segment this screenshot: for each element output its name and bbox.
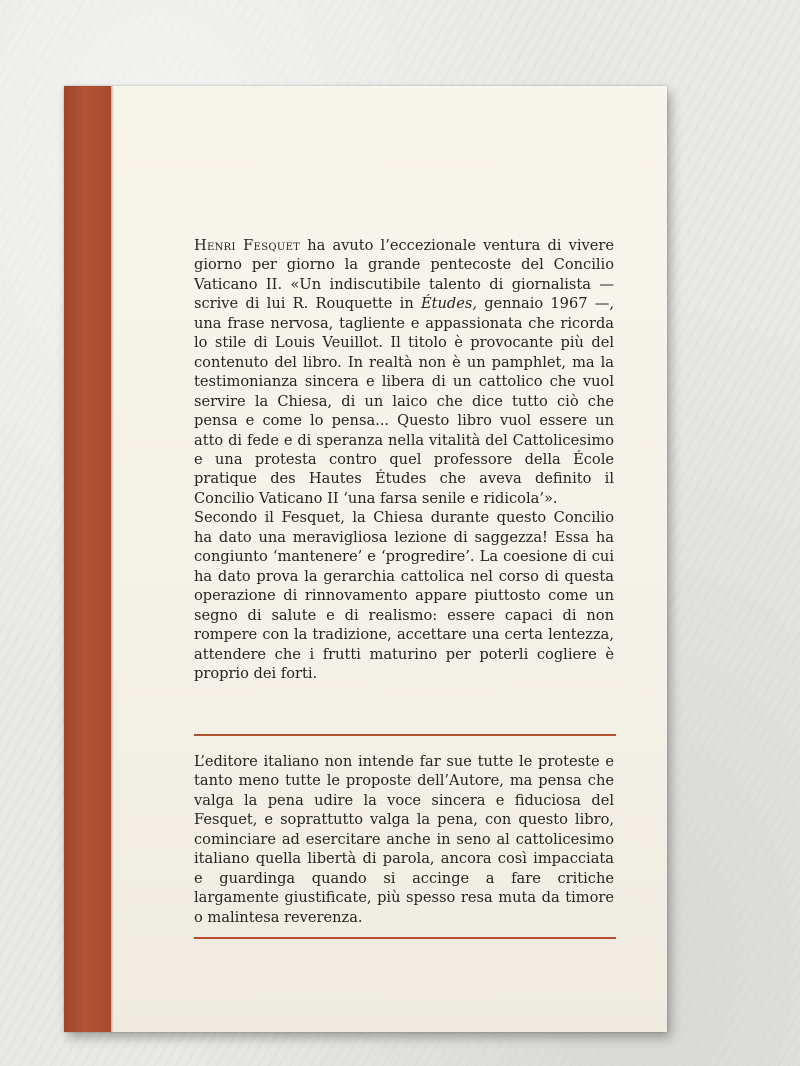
- divider-top: [194, 734, 616, 736]
- blurb-paragraph-1-end: gennaio 1967 —, una frase nervosa, tagliente e appassionata che ricorda lo stile di Louis Veuillot. Il titolo è provocante più del contenuto del libro. In realtà non è un pamphlet, ma la testimonianza sincera e libera di un cattolico che vuol servire la Chiesa, di un laico che dice tutto ciò che pensa e come lo pensa... Questo libro vuol essere un atto di fede e di speranza nella vitalità del Cattolicesimo e una protesta contro quel professore della École pratique des Hautes Études che aveva definito il Concilio Vaticano II ‘una farsa senile e ridicola’».: [194, 295, 614, 507]
- author-name: Henri Fesquet: [194, 237, 301, 254]
- divider-bottom: [194, 937, 616, 939]
- book-spine: [64, 86, 111, 1032]
- blurb-text: [194, 236, 614, 683]
- journal-title: Études,: [420, 295, 477, 313]
- blurb-paragraph-1-body: ha avuto l’eccezionale ventura di vivere giorno per giorno la grande pentecoste del Concilio Vaticano II. «Un indiscutibile talento di giornalista — scrive di lui R. Rouquette in: [194, 237, 614, 313]
- blurb-paragraph-1: [194, 236, 614, 508]
- cover-page: [114, 86, 667, 1032]
- editor-note: L’editore italiano non intende far sue tutte le proteste e tanto meno tutte le proposte dell’Autore, ma pensa che valga la pena udire la voce sincera e fiduciosa del Fesquet, e soprattutto valga la pena, con questo libro, cominciare ad esercitare anche in seno al cattolicesimo italiano quella libertà di parola, ancora così impacciata e guardinga quando si accinge a fare critiche largamente giustificate, più spesso resa muta da timore o malintesa reverenza.: [194, 753, 614, 926]
- book-back-cover: [64, 86, 667, 1032]
- blurb-paragraph-2: Secondo il Fesquet, la Chiesa durante questo Concilio ha dato una meravigliosa lezione di saggezza! Essa ha congiunto ‘mantenere’ e ‘progredire’. La coesione di cui ha dato prova la gerarchia cattolica nel corso di questa operazione di rinnovamento appare piuttosto come un segno di salute e di realismo: essere capaci di non rompere con la tradizione, accettare una certa lentezza, attendere che i frutti maturino per poterli cogliere è proprio dei forti.: [194, 509, 614, 682]
